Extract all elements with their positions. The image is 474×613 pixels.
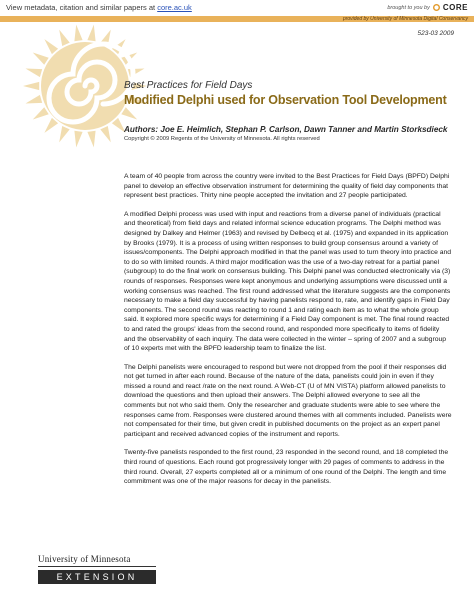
brought-by-core[interactable] — [387, 3, 468, 12]
paragraph: A modified Delphi process was used with input and reactions from a diverse panel of individuals (practical and theoretical) from field days and related informal science education programs. The Delphi method was designed by Dalkey and Helmer (1963) and revised by Delbecq et al. (1975) and expanded in its application by Brooks (1979). It is a process of using written responses to build group consensus around a variety of issues/components. The Delphi approach modified in that the panel was used to turn theory into practice and to do so with limited rounds. A third major modification was the use of a two-day retreat for a partial panel (subgroup) to do the final work on consensus building. This Delphi panel was conducted electronically via (3) rounds of responses. Responses were kept anonymous and underlying assumptions were discussed until a working consensus was reached. The first round addressed what the literature suggests are the components necessary to make a field day successful by having panelists respond to, rate, and identify gaps in Field Day components. The second round was reacting to round 1 and rating each item as to what the whole group said. It explored more specific ways for determining if a Field Day component is met. The final round reacted to and rated the groups' ideas from the second round, and responded more specifically to items of fidelity and the observability of each inquiry. The data were collected in the winter – spring of 2007 and a subgroup of 10 experts met with the BPFD leadership team to finalize the list. — [124, 210, 452, 353]
sun-ray — [44, 39, 58, 54]
metadata-link[interactable] — [6, 3, 192, 12]
paragraph: The Delphi panelists were encouraged to respond but were not dropped from the pool if their responses did not get turned in after each round. Because of the nature of the data, panelists could join in even if they missed a round and react /rate on the next round. A Web-CT (U of MN VISTA) platform allowed panelists to download the questions and then upload their answers. The Delphi allowed everyone to see all the comments but not who said them. Only the researcher and graduate students were able to see where the responses came from. Responses were clustered around themes with all comments included. Panelists were not compensated for their time, but given credit in published documents on the project as an expert panel participant and received advanced copies of the instrument and reports. — [124, 363, 452, 438]
body-text — [124, 172, 452, 496]
sun-ray — [33, 107, 49, 119]
authors-line — [124, 125, 447, 134]
university-extension-logo — [38, 554, 158, 584]
core-link[interactable]: core.ac.uk — [157, 3, 192, 12]
brought-by-text: brought to you by — [387, 4, 430, 11]
core-logo-icon — [433, 4, 440, 11]
document-number: 523-03 2009 — [417, 30, 454, 37]
sun-ray — [26, 69, 43, 78]
metadata-link-prefix: View metadata, citation and similar papers at — [6, 3, 158, 12]
sun-ray — [33, 53, 49, 65]
provided-by[interactable]: provided by University of Minnesota Digital Conservancy — [342, 16, 468, 22]
document-title: Modified Delphi used for Observation Tool Development — [124, 93, 447, 107]
authors-names: Joe E. Heimlich, Stephan P. Carlson, Dawn Tanner and Martin Storksdieck — [160, 125, 448, 134]
university-name: University of Minnesota — [38, 554, 131, 564]
extension-label: EXTENSION — [38, 570, 156, 584]
sun-ray — [74, 25, 82, 42]
top-bar — [0, 0, 474, 16]
sun-spiral-icon — [0, 16, 170, 166]
sun-ray — [121, 107, 137, 119]
authors-label: Authors: — [124, 125, 159, 134]
core-label: CORE — [442, 3, 468, 12]
copyright-notice: Copyright © 2009 Regents of the University of Minnesota. All rights reserved — [124, 136, 320, 142]
paragraph: Twenty-five panelists responded to the first round, 23 responded in the second round, and 18 completed the third round of questions. Each round got progressively longer with 29 pages of comments to address in the third round. Overall, 27 experts completed all or a minimum of one round of the Delphi. The length and time commitment was one of the major reasons for decay in the panelists. — [124, 449, 449, 486]
sun-ray — [59, 30, 69, 46]
sun-ray — [23, 82, 39, 90]
paragraph: A team of 40 people from across the country were invited to the Best Practices for Field Days (BPFD) Delphi panel to develop an effective observation instrument for determining the quality of field day components that represent best practices. Thirty nine people accepted the invitation and 27 people participated. — [124, 173, 450, 200]
sun-ray — [44, 118, 58, 133]
sun-ray — [74, 131, 82, 148]
sun-ray — [87, 25, 95, 42]
series-title: Best Practices for Field Days — [124, 80, 253, 91]
sun-ray — [26, 95, 43, 104]
logo-rule — [38, 566, 156, 567]
sun-ray — [87, 131, 95, 148]
sun-ray — [100, 126, 111, 142]
sun-ray — [59, 126, 69, 142]
